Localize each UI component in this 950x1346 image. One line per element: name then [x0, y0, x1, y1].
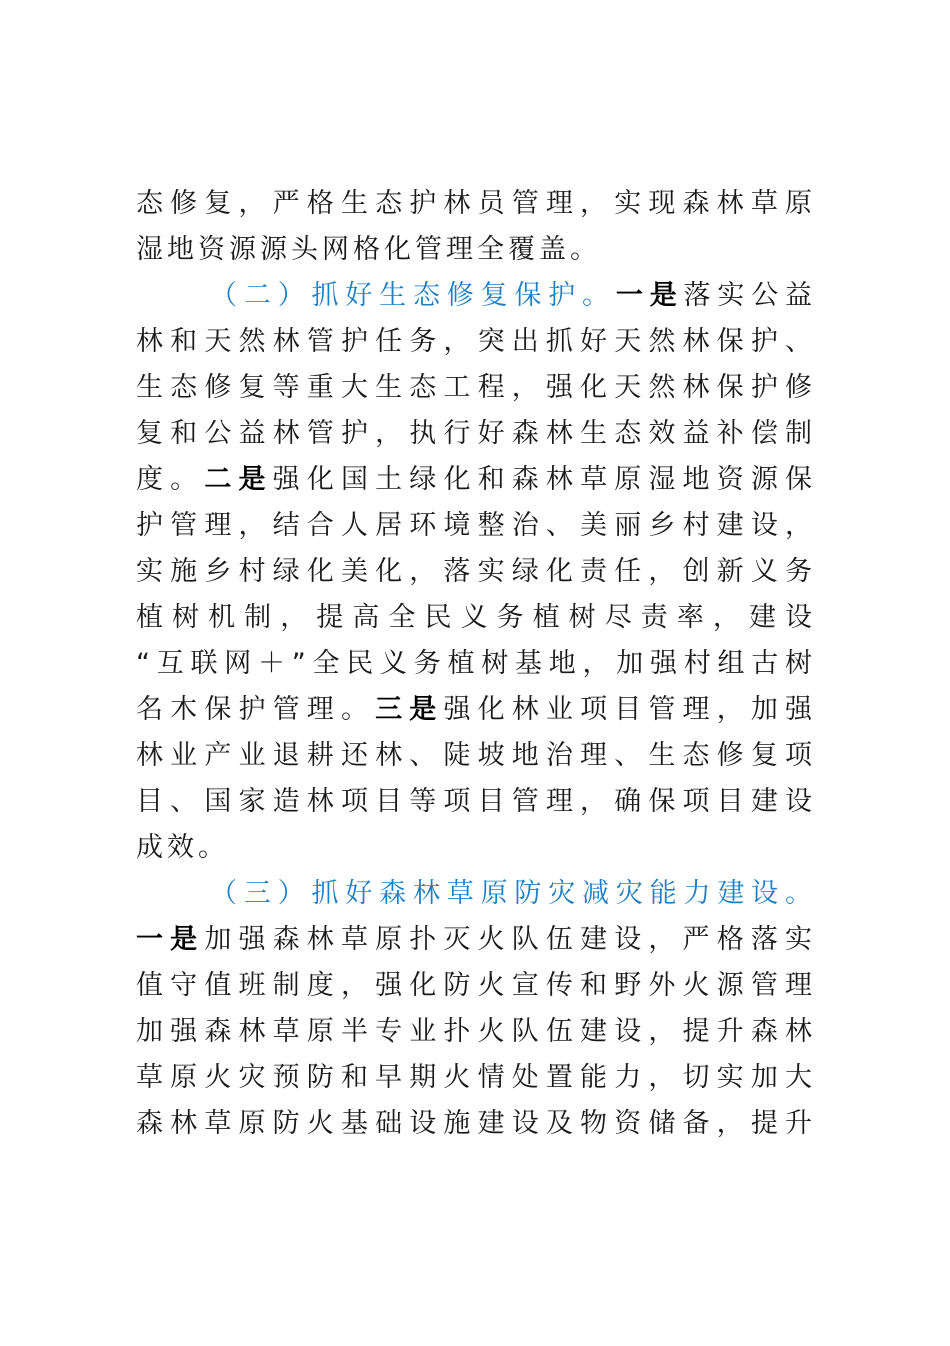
section-heading-2: （二）抓好生态修复保护。: [210, 280, 616, 311]
line-text: 生态修复等重大生态工程，强化天然林保护修: [136, 372, 816, 403]
text-line-18: [136, 963, 816, 1009]
text-line-1: [136, 181, 816, 227]
line-text: 湿地资源源头网格化管理全覆盖。: [136, 234, 601, 265]
line-text: 实施乡村绿化美化，落实绿化责任，创新义务: [136, 556, 816, 587]
text-line-19: [136, 1009, 816, 1055]
line-text: 加强森林草原半专业扑火队伍建设，提升森林: [136, 1016, 816, 1047]
text-line-21: [136, 1101, 816, 1147]
text-line-14: [136, 779, 816, 825]
text-line-4: [136, 319, 816, 365]
line-text: 复和公益林管护，执行好森林生态效益补偿制: [136, 418, 816, 449]
line-text: 加强森林草原扑灭火队伍建设，严格落实: [204, 924, 817, 955]
line-text: 森林草原防火基础设施建设及物资储备，提升: [136, 1108, 816, 1139]
text-line-6: [136, 411, 816, 457]
text-line-17: [136, 917, 816, 963]
line-text: 护管理，结合人居环境整治、美丽乡村建设，: [136, 510, 816, 541]
text-line-15: [136, 825, 816, 871]
section-heading-3: （三）抓好森林草原防灾减灾能力建设。: [210, 878, 816, 909]
bold-marker-yishi: 一是: [136, 924, 205, 955]
line-text: “互联网＋”全民义务植树基地，加强村组古树: [136, 648, 816, 679]
text-line-2: [136, 227, 816, 273]
text-line-20: [136, 1055, 816, 1101]
bold-marker-sanshi: 三是: [375, 694, 444, 725]
text-line-13: [136, 733, 816, 779]
line-text: 名木保护管理。: [136, 694, 376, 725]
line-text: 强化林业项目管理，加强: [443, 694, 817, 725]
text-line-5: [136, 365, 816, 411]
line-text: 值守值班制度，强化防火宣传和野外火源管理: [136, 970, 816, 1001]
line-text: 林和天然林管护任务，突出抓好天然林保护、: [136, 326, 816, 357]
text-line-12: [136, 687, 816, 733]
line-text: 态修复，严格生态护林员管理，实现森林草原: [136, 188, 816, 219]
line-text: 落实公益: [683, 280, 817, 311]
section-heading-2-line: [210, 273, 816, 319]
section-heading-3-line: [210, 871, 816, 917]
line-text: 林业产业退耕还林、陡坡地治理、生态修复项: [136, 740, 816, 771]
text-line-8: [136, 503, 816, 549]
line-text: 植树机制，提高全民义务植树尽责率，建设: [136, 602, 816, 633]
line-text: 度。: [136, 464, 205, 495]
text-line-9: [136, 549, 816, 595]
bold-marker-yishi: 一是: [615, 280, 684, 311]
line-text: 强化国土绿化和森林草原湿地资源保: [272, 464, 817, 495]
text-line-10: [136, 595, 816, 641]
bold-marker-ershi: 二是: [204, 464, 273, 495]
line-text: 目、国家造林项目等项目管理，确保项目建设: [136, 786, 816, 817]
text-line-11: [136, 641, 816, 687]
text-line-7: [136, 457, 816, 503]
line-text: 草原火灾预防和早期火情处置能力，切实加大: [136, 1062, 816, 1093]
line-text: 成效。: [136, 832, 229, 863]
